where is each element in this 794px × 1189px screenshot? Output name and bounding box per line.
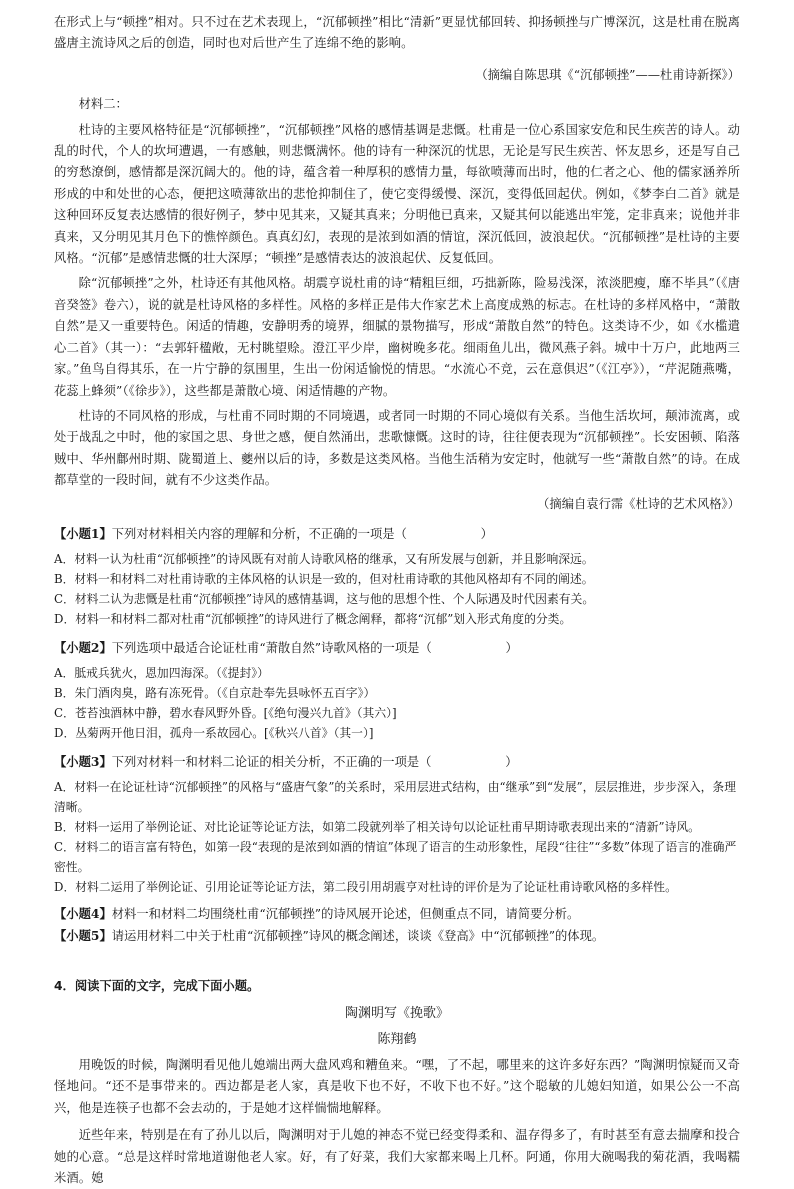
question-3-option-c[interactable]: C．材料二的语言富有特色，如第一段“表现的是浓到如酒的情谊”体现了语言的生动形象性，尾段“往往”“多数”体现了语言的准确严密性。 [54, 839, 737, 874]
question-1-stem: 下列对材料相关内容的理解和分析，不正确的一项是（ ） [111, 526, 493, 541]
question-2 [54, 637, 740, 743]
source-citation-1: （摘编自陈思琪《“沉郁顿挫”——杜甫诗新探》） [475, 67, 740, 82]
question-2-option-b[interactable]: B．朱门酒肉臭，路有冻死骨。（《自京赴奉先县咏怀五百字》） [54, 685, 376, 700]
article-title: 陶渊明写《挽歌》 [344, 1005, 449, 1021]
material-2-paragraph-3: 杜诗的不同风格的形成，与杜甫不同时期的不同境遇，或者同一时期的不同心境似有关系。当他生活坎坷，颠沛流离，或处于战乱之中时，他的家国之思、身世之感，便自然涌出，悲歌慷慨。这时的诗，往往便表现为“沉郁顿挫”。长安困顿、陷落贼中、华州鄜州时期、陇蜀道上、夔州以后的诗，多数是这类风格。当他生活稍为安定时，他就写一些“萧散自然”的诗。在成都草堂的一段时间，就有不少这类作品。 [54, 408, 740, 488]
question-1 [54, 523, 740, 629]
question-1-option-d[interactable]: D．材料一和材料二都对杜甫“沉郁顿挫”的诗风进行了概念阐释，都将“沉郁”划入形式角度的分类。 [54, 611, 572, 626]
question-1-tag: 【小题1】 [54, 525, 112, 541]
article-paragraph-1: 用晚饭的时候，陶渊明看见他儿媳端出两大盘风鸡和糟鱼来。“嘿，了不起，哪里来的这许多好东西？”陶渊明惊疑而又奇怪地问。“还不是事带来的。西边都是老人家，真是收下也不好，不收下也不好。”这个聪敏的儿媳妇知道，如果公公一不高兴，他是连筷子也都不会去动的，于是她才这样惴惴地解释。 [54, 1057, 740, 1115]
material-2-paragraph-1: 杜诗的主要风格特征是“沉郁顿挫”，“沉郁顿挫”风格的感情基调是悲慨。杜甫是一位心系国家安危和民生疾苦的诗人。动乱的时代，个人的坎坷遭遇，一有感触，则悲慨满怀。他的诗有一种深沉的忧思，无论是写民生疾苦、怀友思乡，还是写自己的穷愁潦倒，感情都是深沉阔大的。他的诗，蕴含着一种厚积的感情力量，每欲喷薄而出时，他的仁者之心、他的儒家涵养所形成的中和处世的心态，便把这喷薄欲出的悲怆抑制住了，使它变得缓慢、深沉，变得低回起伏。例如，《梦李白二首》就是这种回环反复表达感情的很好例子，梦中见其来，又疑其真来；分明他已真来，又疑其何以能逃出牢笼，定非真来；说他并非真来，又分明见其月色下的憔悴颜色。真真幻幻，表现的是浓到如酒的情谊，深沉低回，波浪起伏。“沉郁顿挫”是杜诗的主要风格。“沉郁”是感情悲慨的壮大深厚；“顿挫”是感情表达的波浪起伏、反复低回。 [54, 122, 740, 266]
document-page [54, 0, 740, 1189]
question-2-stem: 下列选项中最适合论证杜甫“萧散自然”诗歌风格的一项是（ ） [111, 640, 518, 655]
material-2-label: 材料二： [78, 97, 128, 112]
question-4-stem-line [54, 903, 740, 925]
question-3-stem-line [54, 751, 740, 773]
question-3-tag: 【小题3】 [54, 753, 112, 769]
material-2-paragraph-2: 除“沉郁顿挫”之外，杜诗还有其他风格。胡震亨说杜甫的诗“精粗巨细，巧拙新陈，险易浅深，浓淡肥瘦，靡不毕具”（《唐音癸签》卷六），说的就是杜诗风格的多样性。风格的多样正是伟大作家艺术上高度成熟的标志。在杜诗的多样风格中，“萧散自然”是又一重要特色。闲适的情趣，安静明秀的境界，细腻的景物描写，形成“萧散自然”的特色。这类诗不少，如《水槛遣心二首》（其一）：“去郭轩楹敞，无村眺望赊。澄江平少岸，幽树晚多花。细雨鱼儿出，微风燕子斜。城中十万户，此地两三家。”鱼鸟自得其乐，在一片宁静的氛围里，生出一份闲适愉悦的情思。“水流心不竞，云在意俱迟”（《江亭》），“芹泥随燕嘴，花蕊上蜂须”（《徐步》），这些都是萧散心境、闲适情趣的产物。 [54, 276, 740, 398]
source-citation-2: （摘编自袁行霈《杜诗的艺术风格》） [537, 496, 740, 511]
question-5-stem: 请运用材料二中关于杜甫“沉郁顿挫”诗风的概念阐述，谈谈《登高》中“沉郁顿挫”的体现。 [111, 928, 605, 943]
question-5-tag: 【小题5】 [54, 927, 112, 943]
question-2-stem-line [54, 637, 740, 659]
question-3-option-a[interactable]: A．材料一在论证杜诗“沉郁顿挫”的风格与“盛唐气象”的关系时，采用层进式结构，由“继承”到“发展”，层层推进，步步深入，条理清晰。 [54, 779, 737, 814]
question-4 [54, 903, 740, 925]
section-4-heading: 4．阅读下面的文字，完成下面小题。 [54, 978, 260, 993]
question-5 [54, 925, 740, 947]
article-author: 陈翔鹤 [377, 1031, 417, 1047]
question-4-tag: 【小题4】 [54, 905, 112, 921]
question-4-stem: 材料一和材料二均围绕杜甫“沉郁顿挫”的诗风展开论述，但侧重点不同，请简要分析。 [111, 906, 580, 921]
question-3-option-b[interactable]: B．材料一运用了举例论证、对比论证等论证方法，如第二段就列举了相关诗句以论证杜甫早期诗歌表现出来的“清新”诗风。 [54, 819, 700, 834]
question-5-stem-line [54, 925, 740, 947]
question-1-stem-line [54, 523, 740, 545]
article-paragraph-2: 近些年来，特别是在有了孙儿以后，陶渊明对于儿媳的神态不觉已经变得柔和、温存得多了，有时甚至有意去揣摩和投合她的心意。“总是这样时常地道谢他老人家。好，有了好菜，我们大家都来喝上几杯。阿通，你用大碗喝我的菊花酒，我喝糯米酒。媳 [54, 1128, 740, 1185]
intro-paragraph: 在形式上与“顿挫”相对。只不过在艺术表现上，“沉郁顿挫”相比“清新”更显忧郁回转、抑扬顿挫与广博深沉，这是杜甫在脱离盛唐主流诗风之后的创造，同时也对后世产生了连绵不绝的影响。 [54, 15, 740, 51]
question-1-option-c[interactable]: C．材料二认为悲慨是杜甫“沉郁顿挫”诗风的感情基调，这与他的思想个性、个人际遇及时代因素有关。 [54, 591, 595, 606]
question-2-option-c[interactable]: C．苍苔浊酒林中静，碧水春风野外昏。[《绝句漫兴九首》（其六）] [54, 705, 397, 720]
question-2-option-d[interactable]: D．丛菊两开他日泪，孤舟一系故园心。[《秋兴八首》（其一）] [54, 725, 374, 740]
question-2-option-a[interactable]: A．胝戒兵犹火，恩加四海深。（《提封》） [54, 665, 269, 680]
question-3-option-d[interactable]: D．材料二运用了举例论证、引用论证等论证方法，第二段引用胡震亨对杜诗的评价是为了论证杜甫诗歌风格的多样性。 [54, 879, 677, 894]
question-2-tag: 【小题2】 [54, 639, 112, 655]
question-1-option-b[interactable]: B．材料一和材料二对杜甫诗歌的主体风格的认识是一致的，但对杜甫诗歌的其他风格却有不同的阐述。 [54, 571, 594, 586]
question-1-option-a[interactable]: A．材料一认为杜甫“沉郁顿挫”的诗风既有对前人诗歌风格的继承，又有所发展与创新，并且影响深远。 [54, 551, 594, 566]
question-3-stem: 下列对材料一和材料二论证的相关分析，不正确的一项是（ ） [111, 754, 518, 769]
question-3 [54, 751, 740, 897]
